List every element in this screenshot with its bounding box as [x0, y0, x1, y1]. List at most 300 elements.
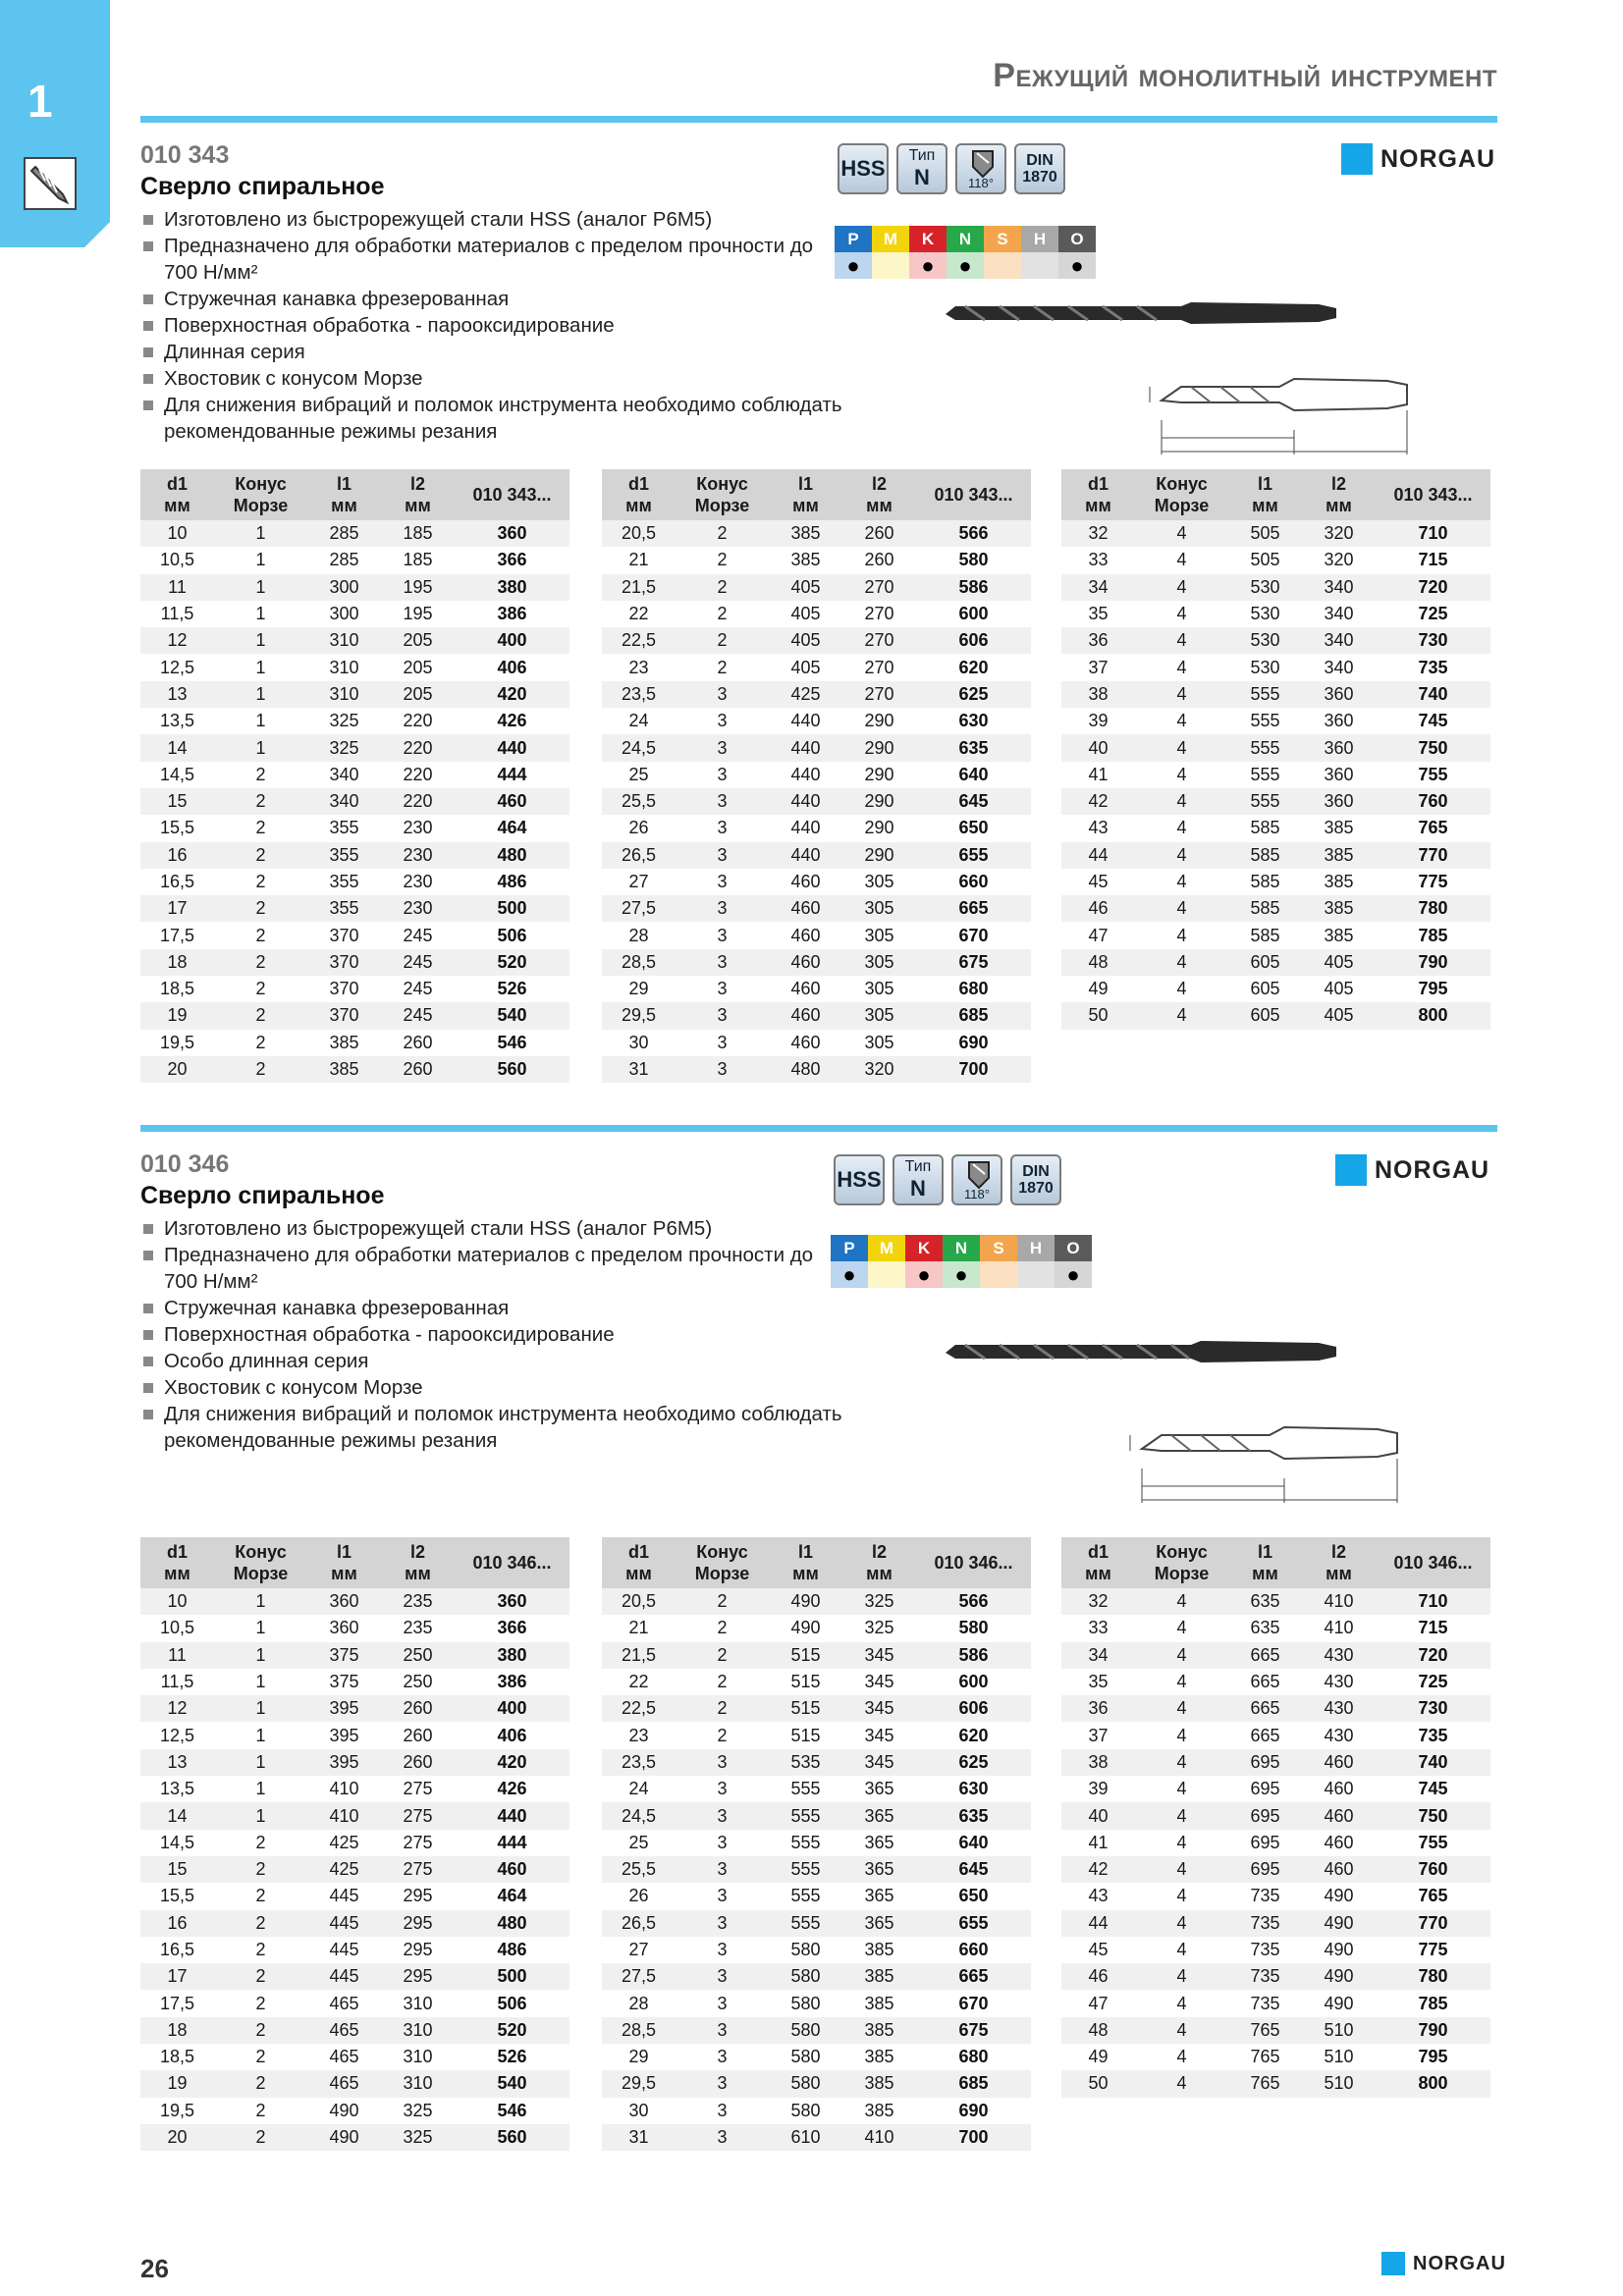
flute-length-cell: 295: [381, 1910, 455, 1937]
table-row: [140, 1937, 569, 1963]
column-header: l2 мм: [381, 469, 455, 520]
article-code-cell: 710: [1376, 520, 1490, 547]
diameter-cell: 10,5: [159, 1618, 195, 1638]
table-row: [140, 1776, 569, 1802]
column-header: d1 мм: [140, 1537, 214, 1588]
total-length-cell: 370: [329, 979, 359, 999]
flute-length-cell: 305: [842, 1002, 916, 1029]
total-length-cell: 555: [769, 1856, 842, 1883]
total-length-cell: 355: [307, 842, 381, 869]
article-code-cell: 426: [497, 1779, 527, 1799]
diameter-cell: 15,5: [159, 818, 195, 838]
morse-cone-cell: 1: [255, 550, 266, 570]
table-row: [1061, 1002, 1490, 1029]
flute-length-cell: 220: [381, 788, 455, 815]
flute-length-cell: 405: [1302, 1002, 1376, 1029]
diameter-cell: 12,5: [159, 1725, 195, 1745]
material-group-s: S: [984, 226, 1021, 252]
morse-cone-cell: 3: [676, 681, 769, 708]
total-length-cell: 610: [769, 2124, 842, 2151]
morse-cone-cell: 1: [255, 657, 266, 677]
diameter-cell: 23: [628, 1725, 649, 1745]
total-length-cell: 405: [769, 574, 842, 601]
total-length-cell: 440: [769, 788, 842, 815]
diameter-cell: 46: [1061, 895, 1135, 922]
morse-cone-cell: 2: [676, 627, 769, 654]
morse-cone-cell: 4: [1135, 2017, 1228, 2044]
diameter-cell: 15: [140, 788, 214, 815]
material-applicability-dot: [1017, 1261, 1055, 1288]
article-code-cell: 765: [1418, 1886, 1448, 1906]
flute-length-cell: 195: [381, 574, 455, 601]
article-code-cell: 360: [455, 1588, 569, 1615]
table-row: [140, 1642, 569, 1669]
total-length-cell: 285: [329, 550, 359, 570]
flute-length-cell: 275: [381, 1856, 455, 1883]
table-row: [1061, 1749, 1490, 1776]
morse-cone-cell: 4: [1135, 681, 1228, 708]
flute-length-cell: 245: [381, 949, 455, 976]
column-header: Конус Морзе: [676, 469, 769, 520]
morse-cone-cell: 4: [1135, 842, 1228, 869]
morse-cone-cell: 4: [1176, 711, 1187, 731]
total-length-cell: 405: [769, 627, 842, 654]
flute-length-cell: 310: [403, 1993, 433, 2013]
diameter-cell: 11: [140, 1642, 214, 1669]
morse-cone-cell: 4: [1176, 872, 1187, 891]
column-header: l1 мм: [769, 469, 842, 520]
flute-length-cell: 340: [1324, 657, 1354, 677]
feature-item: Предназначено для обработки материалов с пределом прочности до 700 Н/мм²: [140, 1242, 847, 1295]
table-header-row: [1061, 1537, 1490, 1588]
table-row: [140, 1830, 569, 1856]
table-header-row: [1061, 469, 1490, 520]
diameter-cell: 48: [1061, 2017, 1135, 2044]
morse-cone-cell: 2: [255, 1993, 266, 2013]
diameter-cell: 19: [140, 1002, 214, 1029]
total-length-cell: 410: [307, 1802, 381, 1829]
flute-length-cell: 205: [381, 627, 455, 654]
table-row: [1061, 1883, 1490, 1909]
table-row: [602, 1642, 1031, 1669]
article-code-cell: 760: [1376, 1856, 1490, 1883]
article-code-cell: 785: [1418, 925, 1448, 945]
total-length-cell: 425: [307, 1856, 381, 1883]
article-code-cell: 606: [916, 627, 1031, 654]
table-row: [602, 1802, 1031, 1829]
table-row: [140, 1990, 569, 2016]
material-applicability-dot: [872, 252, 909, 279]
flute-length-cell: 245: [403, 925, 433, 945]
table-row: [602, 869, 1031, 895]
flute-length-cell: 260: [403, 1725, 433, 1745]
morse-cone-cell: 4: [1176, 1779, 1187, 1799]
article-code-cell: 725: [1418, 1672, 1448, 1692]
total-length-cell: 735: [1228, 1910, 1302, 1937]
material-group-s: S: [980, 1235, 1017, 1261]
table-row: [1061, 895, 1490, 922]
column-header: l1 мм: [1228, 469, 1302, 520]
column-header: 010 343...: [916, 469, 1031, 520]
diameter-cell: 50: [1061, 2070, 1135, 2097]
article-code-cell: 800: [1376, 2070, 1490, 2097]
total-length-cell: 605: [1228, 949, 1302, 976]
table-row: [1061, 922, 1490, 948]
morse-cone-cell: 4: [1176, 2047, 1187, 2067]
table-row: [1061, 2017, 1490, 2044]
point-angle-icon: 118°: [955, 143, 1006, 194]
total-length-cell: 585: [1228, 842, 1302, 869]
article-code-cell: 725: [1418, 604, 1448, 624]
article-code-cell: 740: [1376, 1749, 1490, 1776]
table-row: [602, 1937, 1031, 1963]
article-code-cell: 745: [1418, 1779, 1448, 1799]
article-code-cell: 440: [455, 734, 569, 761]
material-group-p: P: [835, 226, 872, 252]
flute-length-cell: 365: [864, 1832, 894, 1852]
table-row: [140, 1002, 569, 1029]
article-code-cell: 795: [1418, 2047, 1448, 2067]
morse-cone-cell: 2: [255, 925, 266, 945]
diameter-cell: 12: [140, 1695, 214, 1722]
feature-item: Стружечная канавка фрезерованная: [140, 286, 847, 312]
morse-cone-cell: 2: [255, 872, 266, 891]
table-row: [1061, 1669, 1490, 1695]
article-code-cell: 444: [497, 764, 527, 784]
article-code-cell: 790: [1376, 949, 1490, 976]
flute-length-cell: 360: [1302, 788, 1376, 815]
diameter-cell: 22,5: [602, 1695, 676, 1722]
column-header: Конус Морзе: [1135, 469, 1228, 520]
material-letters-row: [831, 1235, 1092, 1261]
total-length-cell: 580: [790, 2047, 821, 2067]
article-code-cell: 640: [958, 764, 989, 784]
diameter-cell: 35: [1088, 1672, 1109, 1692]
section-divider: [140, 1125, 1497, 1132]
diameter-cell: 39: [1088, 711, 1109, 731]
total-length-cell: 355: [329, 818, 359, 838]
product-section-010343: [140, 137, 1497, 1099]
morse-cone-cell: 4: [1135, 1910, 1228, 1937]
article-code-cell: 540: [455, 1002, 569, 1029]
flute-length-cell: 270: [864, 657, 894, 677]
diameter-cell: 10,5: [159, 550, 195, 570]
material-group-o: O: [1055, 1235, 1092, 1261]
article-code-cell: 760: [1376, 788, 1490, 815]
total-length-cell: 735: [1228, 1963, 1302, 1990]
flute-length-cell: 185: [381, 520, 455, 547]
total-length-cell: 440: [790, 711, 821, 731]
feature-item: Изготовлено из быстрорежущей стали HSS (аналог Р6М5): [140, 1215, 847, 1242]
total-length-cell: 285: [307, 520, 381, 547]
feature-item: Для снижения вибраций и поломок инструмента необходимо соблюдать рекомендованные режимы резания: [140, 392, 847, 445]
morse-cone-cell: 4: [1176, 764, 1187, 784]
diameter-cell: 29,5: [602, 2070, 676, 2097]
flute-length-cell: 460: [1302, 1856, 1376, 1883]
table-row: [602, 520, 1031, 547]
article-code-cell: 655: [916, 842, 1031, 869]
morse-cone-cell: 1: [214, 627, 307, 654]
column-header: l1 мм: [307, 1537, 381, 1588]
diameter-cell: 30: [628, 2100, 649, 2120]
diameter-cell: 49: [1088, 979, 1109, 999]
drill-dimension-drawing: [1122, 361, 1495, 459]
page-number: 26: [140, 2254, 169, 2283]
morse-cone-cell: 4: [1135, 1588, 1228, 1615]
diameter-cell: 47: [1088, 1993, 1109, 2013]
article-code-cell: 625: [916, 1749, 1031, 1776]
column-header: l1 мм: [769, 1537, 842, 1588]
total-length-cell: 490: [769, 1588, 842, 1615]
flute-length-cell: 220: [403, 711, 433, 731]
flute-length-cell: 290: [842, 842, 916, 869]
diameter-cell: 45: [1088, 872, 1109, 891]
total-length-cell: 465: [307, 2017, 381, 2044]
flute-length-cell: 365: [864, 1886, 894, 1906]
flute-length-cell: 385: [864, 2047, 894, 2067]
flute-length-cell: 490: [1324, 1993, 1354, 2013]
column-header: Конус Морзе: [214, 469, 307, 520]
table-row: [602, 1722, 1031, 1748]
morse-cone-cell: 2: [255, 1940, 266, 1959]
flute-length-cell: 385: [842, 2070, 916, 2097]
morse-cone-cell: 4: [1176, 1618, 1187, 1638]
article-code-cell: 770: [1376, 1910, 1490, 1937]
table-row: [140, 1910, 569, 1937]
table-row: [1061, 574, 1490, 601]
total-length-cell: 460: [769, 949, 842, 976]
total-length-cell: 555: [790, 1832, 821, 1852]
morse-cone-cell: 4: [1135, 1856, 1228, 1883]
material-letters-row: [835, 226, 1096, 252]
table-row: [1061, 1642, 1490, 1669]
diameter-cell: 27: [628, 872, 649, 891]
table-row: [602, 654, 1031, 680]
flute-length-cell: 345: [842, 1695, 916, 1722]
table-row: [1061, 708, 1490, 734]
morse-cone-cell: 2: [717, 1618, 728, 1638]
diameter-cell: 49: [1088, 2047, 1109, 2067]
diameter-cell: 19,5: [159, 2100, 195, 2120]
total-length-cell: 395: [307, 1695, 381, 1722]
material-applicability-dot: ●: [909, 252, 947, 279]
diameter-cell: 24: [628, 1779, 649, 1799]
table-row: [140, 842, 569, 869]
diameter-cell: 44: [1061, 842, 1135, 869]
article-code-cell: 655: [916, 1910, 1031, 1937]
article-code-cell: 800: [1376, 1002, 1490, 1029]
morse-cone-cell: 2: [676, 1695, 769, 1722]
article-code-cell: 480: [455, 1910, 569, 1937]
morse-cone-cell: 3: [717, 711, 728, 731]
table-row: [140, 895, 569, 922]
article-code-cell: 506: [497, 925, 527, 945]
total-length-cell: 445: [307, 1963, 381, 1990]
total-length-cell: 370: [307, 1002, 381, 1029]
morse-cone-cell: 2: [717, 550, 728, 570]
total-length-cell: 385: [329, 1032, 359, 1052]
morse-cone-cell: 1: [255, 1672, 266, 1692]
article-code-cell: 630: [958, 1779, 989, 1799]
total-length-cell: 530: [1228, 627, 1302, 654]
flute-length-cell: 365: [842, 1802, 916, 1829]
table-row: [1061, 762, 1490, 788]
column-header: 010 343...: [1376, 469, 1490, 520]
morse-cone-cell: 2: [255, 2047, 266, 2067]
total-length-cell: 310: [329, 657, 359, 677]
morse-cone-cell: 4: [1176, 550, 1187, 570]
table-row: [602, 976, 1031, 1002]
total-length-cell: 605: [1228, 1002, 1302, 1029]
table-row: [1061, 547, 1490, 573]
flute-length-cell: 260: [381, 1749, 455, 1776]
table-row: [602, 762, 1031, 788]
diameter-cell: 50: [1061, 1002, 1135, 1029]
flute-length-cell: 260: [381, 1056, 455, 1083]
flute-length-cell: 385: [1324, 925, 1354, 945]
morse-cone-cell: 3: [676, 949, 769, 976]
diameter-cell: 40: [1061, 734, 1135, 761]
morse-cone-cell: 1: [255, 711, 266, 731]
feature-item: Длинная серия: [140, 339, 847, 365]
material-applicability-dot: ●: [905, 1261, 943, 1288]
flute-length-cell: 430: [1324, 1672, 1354, 1692]
article-code-cell: 735: [1418, 657, 1448, 677]
article-code-cell: 566: [916, 1588, 1031, 1615]
total-length-cell: 440: [769, 734, 842, 761]
total-length-cell: 735: [1250, 1940, 1280, 1959]
drill-dimension-drawing: [1103, 1410, 1476, 1508]
feature-item: Особо длинная серия: [140, 1348, 847, 1374]
total-length-cell: 395: [329, 1725, 359, 1745]
morse-cone-cell: 1: [214, 1642, 307, 1669]
morse-cone-cell: 3: [676, 2017, 769, 2044]
table-row: [602, 734, 1031, 761]
morse-cone-cell: 1: [255, 1725, 266, 1745]
morse-cone-cell: 4: [1176, 1940, 1187, 1959]
diameter-cell: 11,5: [160, 604, 194, 624]
diameter-cell: 38: [1061, 681, 1135, 708]
total-length-cell: 555: [1228, 734, 1302, 761]
flute-length-cell: 290: [864, 818, 894, 838]
total-length-cell: 580: [769, 2017, 842, 2044]
article-code-cell: 700: [916, 2124, 1031, 2151]
article-code-cell: 480: [455, 842, 569, 869]
column-header: Конус Морзе: [676, 1537, 769, 1588]
material-group-h: H: [1021, 226, 1058, 252]
table-row: [602, 1963, 1031, 1990]
total-length-cell: 340: [307, 788, 381, 815]
diameter-cell: 36: [1061, 1695, 1135, 1722]
article-code-cell: 660: [958, 1940, 989, 1959]
article-code-cell: 600: [958, 604, 989, 624]
table-row: [1061, 1856, 1490, 1883]
diameter-cell: 26,5: [602, 1910, 676, 1937]
diameter-cell: 43: [1088, 1886, 1109, 1906]
point-angle-icon: 118°: [951, 1154, 1002, 1205]
total-length-cell: 585: [1228, 895, 1302, 922]
article-code-cell: 586: [916, 1642, 1031, 1669]
table-row: [140, 815, 569, 841]
morse-cone-cell: 2: [717, 604, 728, 624]
table-row: [140, 1695, 569, 1722]
material-group-n: N: [947, 226, 984, 252]
total-length-cell: 375: [307, 1642, 381, 1669]
table-row: [602, 2124, 1031, 2151]
column-header: l2 мм: [842, 1537, 916, 1588]
total-length-cell: 490: [329, 2100, 359, 2120]
table-row: [1061, 2044, 1490, 2070]
morse-cone-cell: 2: [717, 1725, 728, 1745]
material-applicability-dot: ●: [1055, 1261, 1092, 1288]
article-code-cell: 546: [497, 1032, 527, 1052]
morse-cone-cell: 3: [676, 1749, 769, 1776]
diameter-cell: 35: [1088, 604, 1109, 624]
feature-item: Предназначено для обработки материалов с пределом прочности до 700 Н/мм²: [140, 233, 847, 286]
table-row: [1061, 815, 1490, 841]
diameter-cell: 32: [1061, 520, 1135, 547]
diameter-cell: 30: [628, 1032, 649, 1052]
morse-cone-cell: 2: [717, 657, 728, 677]
diameter-cell: 23,5: [602, 681, 676, 708]
material-applicability-dot: ●: [1058, 252, 1096, 279]
size-table: [602, 1537, 1031, 2151]
diameter-cell: 17: [140, 895, 214, 922]
article-code-cell: 625: [916, 681, 1031, 708]
diameter-cell: 12: [140, 627, 214, 654]
article-code-cell: 665: [916, 895, 1031, 922]
column-header: l1 мм: [307, 469, 381, 520]
total-length-cell: 735: [1250, 1886, 1280, 1906]
flute-length-cell: 460: [1324, 1832, 1354, 1852]
flute-length-cell: 385: [1324, 818, 1354, 838]
morse-cone-cell: 4: [1135, 1695, 1228, 1722]
article-code-cell: 670: [958, 925, 989, 945]
table-row: [1061, 788, 1490, 815]
flute-length-cell: 270: [842, 574, 916, 601]
flute-length-cell: 230: [381, 895, 455, 922]
total-length-cell: 445: [307, 1910, 381, 1937]
article-code-cell: 650: [958, 818, 989, 838]
morse-cone-cell: 3: [717, 1032, 728, 1052]
total-length-cell: 580: [790, 2100, 821, 2120]
flute-length-cell: 510: [1302, 2017, 1376, 2044]
flute-length-cell: 205: [403, 657, 433, 677]
total-length-cell: 310: [307, 681, 381, 708]
table-row: [602, 1830, 1031, 1856]
flute-length-cell: 260: [381, 1695, 455, 1722]
table-row: [1061, 1615, 1490, 1641]
flute-length-cell: 360: [1324, 764, 1354, 784]
table-row: [1061, 520, 1490, 547]
total-length-cell: 695: [1228, 1749, 1302, 1776]
total-length-cell: 460: [790, 925, 821, 945]
column-header: d1 мм: [1061, 469, 1135, 520]
table-row: [140, 547, 569, 573]
total-length-cell: 555: [1250, 711, 1280, 731]
total-length-cell: 515: [769, 1642, 842, 1669]
table-row: [1061, 734, 1490, 761]
material-group-p: P: [831, 1235, 868, 1261]
flute-length-cell: 305: [864, 872, 894, 891]
material-dots-row: [831, 1261, 1092, 1288]
morse-cone-cell: 2: [214, 1856, 307, 1883]
size-table: [140, 1537, 569, 2151]
table-row: [602, 1749, 1031, 1776]
size-table: [1061, 1537, 1490, 2098]
morse-cone-cell: 4: [1135, 2070, 1228, 2097]
table-row: [140, 1030, 569, 1056]
